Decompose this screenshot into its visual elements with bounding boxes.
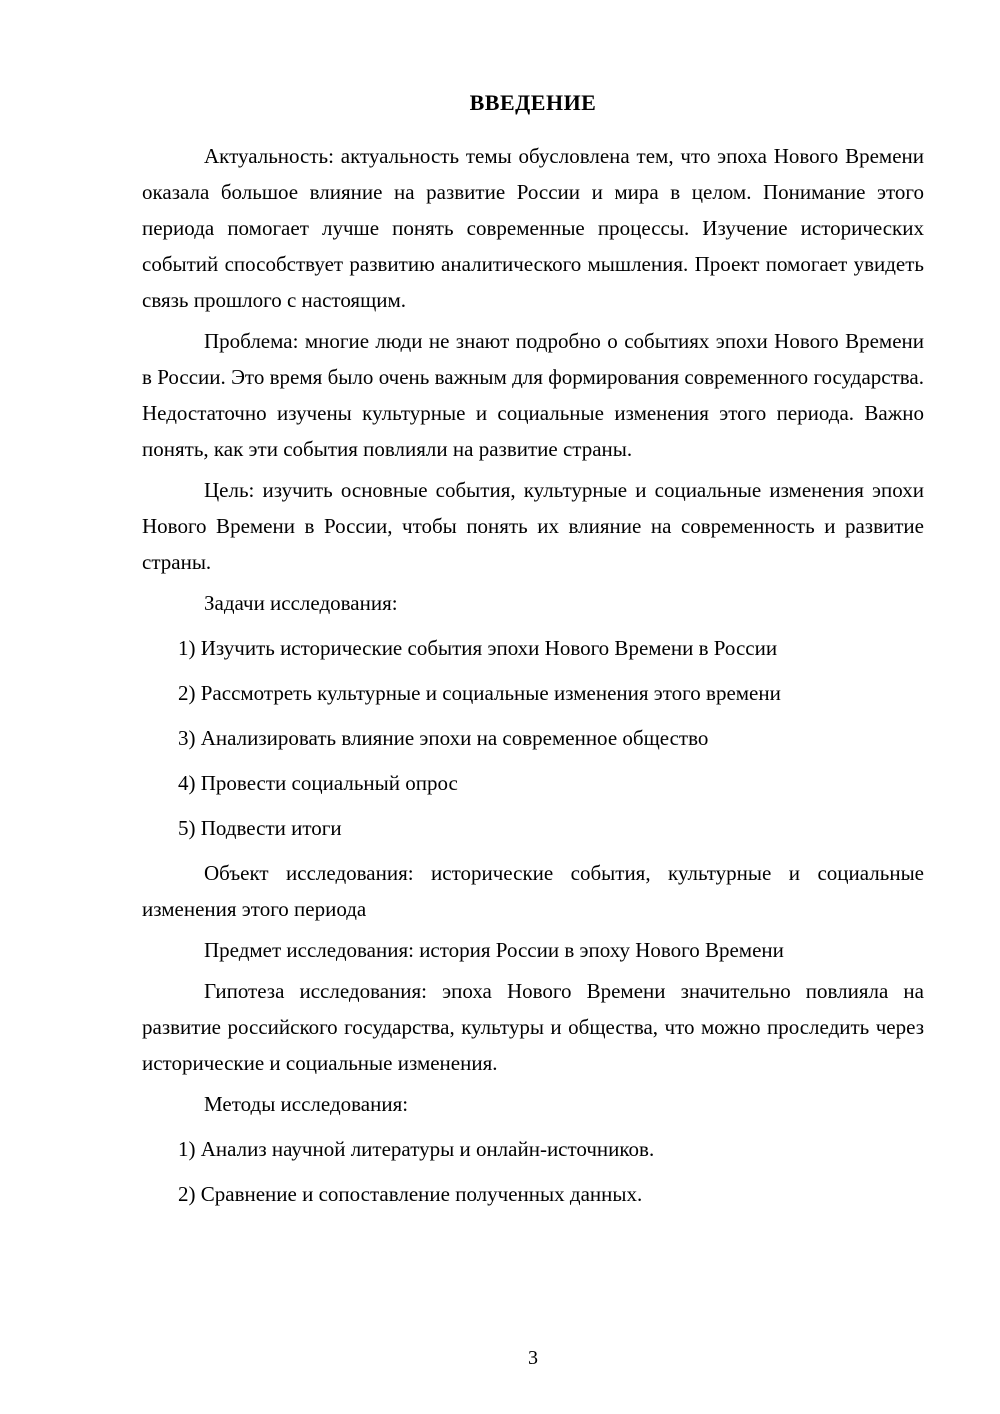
page-title: ВВЕДЕНИЕ	[469, 90, 597, 115]
paragraph: Цель: изучить основные события, культурные и социальные изменения эпохи Нового Времени в России, чтобы понять их влияние на современность и развитие страны.	[142, 478, 924, 574]
list-item: 1) Изучить исторические события эпохи Нового Времени в России	[178, 636, 778, 660]
paragraph: Гипотеза исследования: эпоха Нового Времени значительно повлияла на развитие российского государства, культуры и общества, что можно проследить через исторические и социальные изменения.	[142, 979, 924, 1075]
paragraph: Проблема: многие люди не знают подробно о событиях эпохи Нового Времени в России. Это время было очень важным для формирования современного государства. Недостаточно изучены культурные и социальные изменения этого периода. Важно понять, как эти события повлияли на развитие страны.	[142, 329, 924, 461]
paragraph: Методы исследования:	[204, 1092, 409, 1116]
list-item: 2) Сравнение и сопоставление полученных данных.	[178, 1182, 643, 1206]
paragraph: Объект исследования: исторические события, культурные и социальные изменения этого периода	[142, 861, 924, 921]
page-number: 3	[528, 1347, 538, 1369]
list-item: 1) Анализ научной литературы и онлайн-источников.	[178, 1137, 655, 1161]
list-item: 4) Провести социальный опрос	[178, 771, 458, 795]
paragraph: Актуальность: актуальность темы обусловлена тем, что эпоха Нового Времени оказала большое влияние на развитие России и мира в целом. Понимание этого периода помогает лучше понять современные процессы. Изучение исторических событий способствует развитию аналитического мышления. Проект помогает увидеть связь прошлого с настоящим.	[142, 144, 924, 312]
list-item: 5) Подвести итоги	[178, 816, 342, 840]
paragraph: Задачи исследования:	[204, 591, 398, 615]
document-body	[142, 138, 924, 1212]
paragraph: Предмет исследования: история России в эпоху Нового Времени	[204, 938, 784, 962]
list-item: 2) Рассмотреть культурные и социальные изменения этого времени	[178, 681, 781, 705]
list-item: 3) Анализировать влияние эпохи на современное общество	[178, 726, 709, 750]
